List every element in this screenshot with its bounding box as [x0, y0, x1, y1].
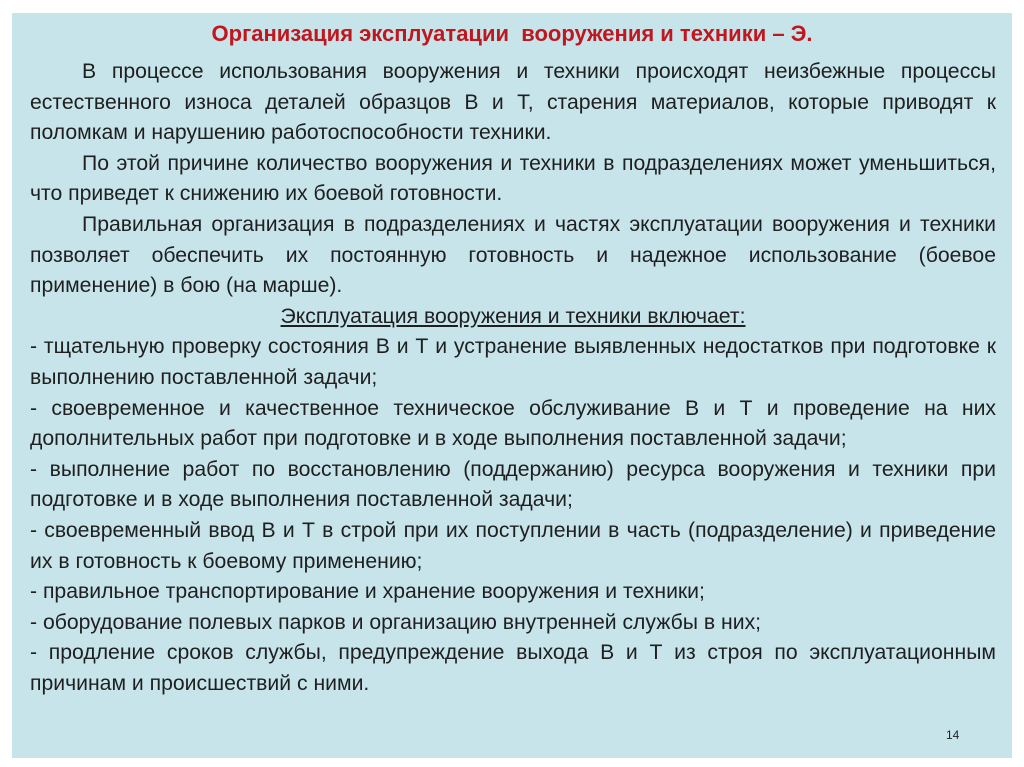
page-number: 14	[946, 728, 960, 742]
list-item: - продление сроков службы, предупреждение выхода В и Т из строя по эксплуатационным причинам и происшествий с ними.	[30, 641, 996, 695]
slide-body	[30, 57, 996, 699]
list-item: - выполнение работ по восстановлению (поддержанию) ресурса вооружения и техники при подготовке и в ходе выполнения поставленной задачи;	[30, 457, 996, 512]
slide-title: Организация эксплуатации вооружения и техники – Э.	[211, 21, 813, 46]
list-item: - оборудование полевых парков и организацию внутренней службы в них;	[30, 610, 762, 634]
list-item: - своевременное и качественное техническое обслуживание В и Т и проведение на них дополнительных работ при подготовке и в ходе выполнения поставленной задачи;	[30, 396, 996, 451]
paragraph: По этой причине количество вооружения и техники в подразделениях может уменьшиться, что приведет к снижению их боевой готовности.	[30, 151, 996, 206]
list-item: - своевременный ввод В и Т в строй при их поступлении в часть (подразделение) и приведение их в готовность к боевому применению;	[30, 518, 996, 573]
list-heading: Эксплуатация вооружения и техники включает:	[280, 304, 746, 328]
paragraph: Правильная организация в подразделениях и частях эксплуатации вооружения и техники позволяет обеспечить их постоянную готовность и надежное использование (боевое применение) в бою (на марше).	[30, 212, 996, 298]
paragraph: В процессе использования вооружения и техники происходят неизбежные процессы естественного износа деталей образцов В и Т, старения материалов, которые приводят к поломкам и нарушению работоспособности техники.	[30, 60, 996, 145]
list-item: - правильное транспортирование и хранение вооружения и техники;	[30, 580, 705, 604]
list-item: - тщательную проверку состояния В и Т и устранение выявленных недостатков при подготовке к выполнению поставленной задачи;	[30, 335, 996, 389]
